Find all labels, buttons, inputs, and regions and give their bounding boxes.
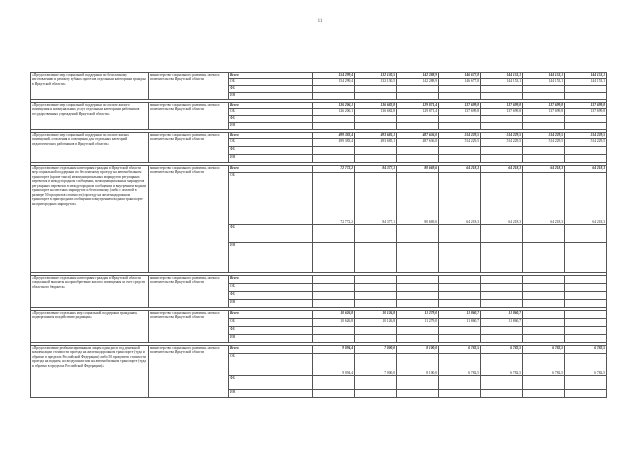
- amount-cell: 142 288,9: [397, 79, 439, 86]
- amount-cell: 80 669,6: [397, 173, 439, 225]
- amount-cell: [523, 319, 565, 327]
- amount-cell: 136 682,8: [355, 109, 397, 116]
- amount-cell: [523, 147, 565, 155]
- amount-cell: [439, 86, 481, 93]
- table-row: [31, 311, 607, 319]
- funding-source-label: Всего: [229, 311, 313, 319]
- amount-cell: [397, 243, 439, 273]
- funding-source-label: ОБ: [229, 354, 313, 376]
- amount-cell: 137 699,8: [481, 109, 523, 116]
- amount-cell: 132 130,5: [355, 73, 397, 79]
- amount-cell: 137 699,8: [481, 103, 523, 109]
- amount-cell: [481, 147, 523, 155]
- amount-cell: [439, 243, 481, 273]
- amount-cell: [397, 327, 439, 335]
- amount-cell: 9 094,4: [313, 354, 355, 376]
- amount-cell: 11 860,7: [439, 311, 481, 319]
- amount-cell: [313, 147, 355, 155]
- amount-cell: [355, 225, 397, 243]
- funding-source-label: Всего: [229, 133, 313, 139]
- funding-source-label: ОБ: [229, 109, 313, 116]
- table-row: [31, 166, 607, 173]
- amount-cell: [523, 284, 565, 292]
- amount-cell: [481, 123, 523, 130]
- amount-cell: [313, 276, 355, 284]
- amount-cell: 137 699,8: [523, 103, 565, 109]
- amount-cell: 64 218,3: [481, 173, 523, 225]
- amount-cell: [313, 292, 355, 300]
- amount-cell: 8 100,0: [397, 354, 439, 376]
- amount-cell: [355, 284, 397, 292]
- amount-cell: [481, 300, 523, 308]
- amount-cell: [565, 327, 607, 335]
- measure-description: «Предоставление отдельных мер социальной поддержки гражданам, подвергшимся воздействию радиации»: [31, 311, 149, 343]
- funding-source-label: ОБ: [229, 319, 313, 327]
- page-number: 11: [317, 19, 323, 24]
- amount-cell: [355, 335, 397, 343]
- amount-cell: [439, 147, 481, 155]
- amount-cell: 10 626,8: [313, 319, 355, 327]
- amount-cell: 144 153,1: [523, 73, 565, 79]
- funding-source-label: ИН: [229, 93, 313, 100]
- amount-cell: [523, 155, 565, 163]
- funding-source-label: ФБ: [229, 86, 313, 93]
- amount-cell: 137 699,8: [523, 109, 565, 116]
- amount-cell: [439, 225, 481, 243]
- measure-description: «Предоставление реабилитированным лицам один раз в год денежной компенсации стоимости проезда на железнодорожном транспорте (туда и обратно в пределах Российской Федерации) либо 50 процентов стоимости проезда на водном, на воздушном или на автомобильном транспорте (туда и обратно в пределах Российской Федерации)»: [31, 346, 149, 398]
- amount-cell: 132 130,5: [355, 79, 397, 86]
- amount-cell: 514 229,5: [439, 139, 481, 147]
- amount-cell: 142 288,9: [397, 73, 439, 79]
- amount-cell: [355, 276, 397, 284]
- amount-cell: 11 279,0: [397, 311, 439, 319]
- amount-cell: [355, 376, 397, 390]
- amount-cell: [313, 86, 355, 93]
- amount-cell: 6 782,5: [481, 354, 523, 376]
- amount-cell: 514 229,5: [481, 139, 523, 147]
- amount-cell: 64 218,3: [523, 173, 565, 225]
- funding-source-label: Всего: [229, 166, 313, 173]
- amount-cell: [397, 93, 439, 100]
- funding-source-label: Всего: [229, 73, 313, 79]
- amount-cell: [355, 300, 397, 308]
- amount-cell: [565, 276, 607, 284]
- amount-cell: [523, 390, 565, 398]
- amount-cell: 6 782,5: [565, 354, 607, 376]
- amount-cell: 126 206,1: [313, 109, 355, 116]
- amount-cell: 6 782,5: [481, 346, 523, 354]
- amount-cell: [439, 335, 481, 343]
- executor-cell: министерство социального развития, опеки и попечительства Иркутской области: [149, 166, 229, 273]
- amount-cell: [397, 147, 439, 155]
- amount-cell: [481, 276, 523, 284]
- funding-source-label: ФБ: [229, 327, 313, 335]
- amount-cell: 10 126,8: [355, 311, 397, 319]
- amount-cell: 6 782,5: [523, 346, 565, 354]
- funding-source-label: ИН: [229, 243, 313, 273]
- amount-cell: [523, 300, 565, 308]
- amount-cell: [355, 390, 397, 398]
- amount-cell: 72 772,2: [313, 173, 355, 225]
- amount-cell: 11 860,7: [481, 319, 523, 327]
- amount-cell: [397, 300, 439, 308]
- amount-cell: [481, 376, 523, 390]
- amount-cell: [565, 311, 607, 319]
- amount-cell: [481, 284, 523, 292]
- amount-cell: [397, 155, 439, 163]
- measure-description: «Предоставление мер социальной поддержки по оплате жилого помещения и коммунальных услуг отдельным категориям работников государственных учреждений Иркутской области»: [31, 103, 149, 130]
- table-row: [31, 276, 607, 284]
- funding-source-label: ОБ: [229, 284, 313, 292]
- amount-cell: 64 218,3: [439, 166, 481, 173]
- funding-source-label: Всего: [229, 276, 313, 284]
- funding-source-label: ФБ: [229, 147, 313, 155]
- amount-cell: 84 377,1: [355, 166, 397, 173]
- amount-cell: [439, 276, 481, 284]
- amount-cell: [355, 123, 397, 130]
- amount-cell: 137 699,8: [565, 109, 607, 116]
- amount-cell: [313, 225, 355, 243]
- amount-cell: [397, 335, 439, 343]
- funding-source-label: ИН: [229, 335, 313, 343]
- funding-source-label: ОБ: [229, 139, 313, 147]
- amount-cell: [565, 390, 607, 398]
- funding-source-label: ФБ: [229, 376, 313, 390]
- amount-cell: [565, 292, 607, 300]
- amount-cell: 10 626,8: [313, 311, 355, 319]
- amount-cell: 154 299,4: [313, 73, 355, 79]
- amount-cell: [355, 147, 397, 155]
- amount-cell: [397, 292, 439, 300]
- amount-cell: 514 229,5: [565, 139, 607, 147]
- amount-cell: [439, 123, 481, 130]
- amount-cell: [313, 335, 355, 343]
- funding-source-label: ФБ: [229, 225, 313, 243]
- funding-source-label: ИН: [229, 155, 313, 163]
- amount-cell: [523, 311, 565, 319]
- amount-cell: [313, 300, 355, 308]
- amount-cell: [481, 225, 523, 243]
- executor-cell: министерство социального развития, опеки и попечительства Иркутской области: [149, 311, 229, 343]
- amount-cell: [397, 86, 439, 93]
- amount-cell: [565, 147, 607, 155]
- amount-cell: 11 860,7: [481, 311, 523, 319]
- amount-cell: [565, 376, 607, 390]
- amount-cell: [355, 292, 397, 300]
- amount-cell: 8 100,0: [397, 346, 439, 354]
- amount-cell: 146 677,8: [439, 79, 481, 86]
- amount-cell: 11 279,0: [397, 319, 439, 327]
- amount-cell: [523, 123, 565, 130]
- amount-cell: 487 636,0: [397, 133, 439, 139]
- amount-cell: [565, 300, 607, 308]
- amount-cell: 129 871,4: [397, 103, 439, 109]
- amount-cell: [523, 93, 565, 100]
- measure-description: «Предоставление мер социальной поддержки по бесплатному изготовлению и ремонту зубных протезов отдельным категориям граждан в Иркутской области»: [31, 73, 149, 100]
- amount-cell: [397, 376, 439, 390]
- amount-cell: [313, 155, 355, 163]
- budget-table: [30, 72, 607, 398]
- amount-cell: [565, 319, 607, 327]
- funding-source-label: Всего: [229, 346, 313, 354]
- amount-cell: 6 782,5: [439, 346, 481, 354]
- measure-description: «Предоставление мер социальной поддержки по оплате жилых помещений, отопления и освещения для отдельных категорий педагогических работников в Иркутской области»: [31, 133, 149, 163]
- amount-cell: [439, 155, 481, 163]
- amount-cell: [439, 116, 481, 123]
- amount-cell: 6 782,5: [565, 346, 607, 354]
- funding-source-label: ИН: [229, 300, 313, 308]
- amount-cell: [439, 284, 481, 292]
- amount-cell: [439, 327, 481, 335]
- funding-source-label: ОБ: [229, 173, 313, 225]
- amount-cell: [313, 327, 355, 335]
- amount-cell: 72 772,2: [313, 166, 355, 173]
- table-row: [31, 346, 607, 354]
- amount-cell: 64 218,3: [565, 173, 607, 225]
- amount-cell: [313, 284, 355, 292]
- amount-cell: [481, 86, 523, 93]
- amount-cell: 6 782,5: [439, 354, 481, 376]
- amount-cell: [481, 390, 523, 398]
- amount-cell: 487 636,0: [397, 139, 439, 147]
- amount-cell: 64 218,3: [439, 173, 481, 225]
- funding-source-label: ОБ: [229, 79, 313, 86]
- amount-cell: [397, 284, 439, 292]
- amount-cell: [481, 116, 523, 123]
- amount-cell: 144 153,1: [481, 73, 523, 79]
- amount-cell: [481, 93, 523, 100]
- amount-cell: [439, 93, 481, 100]
- amount-cell: [481, 243, 523, 273]
- amount-cell: [481, 335, 523, 343]
- amount-cell: [565, 335, 607, 343]
- amount-cell: [397, 116, 439, 123]
- amount-cell: 137 699,8: [439, 103, 481, 109]
- amount-cell: [397, 123, 439, 130]
- amount-cell: [439, 300, 481, 308]
- amount-cell: [397, 276, 439, 284]
- amount-cell: [565, 116, 607, 123]
- amount-cell: 11 860,7: [439, 319, 481, 327]
- amount-cell: 493 685,1: [355, 133, 397, 139]
- amount-cell: 80 669,6: [397, 166, 439, 173]
- amount-cell: [565, 123, 607, 130]
- amount-cell: [439, 390, 481, 398]
- amount-cell: [523, 225, 565, 243]
- funding-source-label: ФБ: [229, 292, 313, 300]
- amount-cell: [565, 86, 607, 93]
- amount-cell: [313, 243, 355, 273]
- amount-cell: [523, 292, 565, 300]
- executor-cell: министерство социального развития, опеки и попечительства Иркутской области: [149, 103, 229, 130]
- executor-cell: министерство социального развития, опеки и попечительства Иркутской области: [149, 346, 229, 398]
- amount-cell: [523, 243, 565, 273]
- amount-cell: 7 000,0: [355, 346, 397, 354]
- amount-cell: 10 126,8: [355, 319, 397, 327]
- amount-cell: [397, 390, 439, 398]
- amount-cell: 9 094,4: [313, 346, 355, 354]
- amount-cell: [397, 225, 439, 243]
- amount-cell: [355, 116, 397, 123]
- amount-cell: 144 153,1: [565, 79, 607, 86]
- amount-cell: [313, 116, 355, 123]
- amount-cell: [565, 155, 607, 163]
- amount-cell: 144 153,1: [523, 79, 565, 86]
- funding-source-label: Всего: [229, 103, 313, 109]
- amount-cell: [439, 376, 481, 390]
- amount-cell: [355, 93, 397, 100]
- amount-cell: 493 685,1: [355, 139, 397, 147]
- measure-description: «Предоставление отдельным категориям граждан в Иркутской области мер социальной поддержки по бесплатному проезду на автомобильном транспорте (кроме такси) межмуниципальных маршрутов регулярных перевозок в междугородном сообщении, межмуниципальных маршрутов регулярных перевозок в междугородном сообщении и внутреннем водном транспорте на местных маршрутах и бесплатному (либо с оплатой в размере 50 процентов стоимости) проезду на железнодорожном транспорте в пригородном сообщении и внутреннем водном транспорте на пригородных маршрутах»: [31, 166, 149, 273]
- amount-cell: 137 699,8: [439, 109, 481, 116]
- amount-cell: [355, 327, 397, 335]
- amount-cell: [355, 86, 397, 93]
- amount-cell: [565, 284, 607, 292]
- amount-cell: 7 000,0: [355, 354, 397, 376]
- amount-cell: 84 377,1: [355, 173, 397, 225]
- amount-cell: 64 218,3: [565, 166, 607, 173]
- amount-cell: 514 229,5: [439, 133, 481, 139]
- amount-cell: [523, 86, 565, 93]
- amount-cell: [565, 93, 607, 100]
- amount-cell: 146 677,8: [439, 73, 481, 79]
- funding-source-label: ИН: [229, 390, 313, 398]
- amount-cell: [481, 327, 523, 335]
- amount-cell: 129 871,4: [397, 109, 439, 116]
- amount-cell: [523, 276, 565, 284]
- amount-cell: 499 383,4: [313, 133, 355, 139]
- executor-cell: министерство социального развития, опеки и попечительства Иркутской области: [149, 73, 229, 100]
- amount-cell: [355, 243, 397, 273]
- amount-cell: 154 299,4: [313, 79, 355, 86]
- amount-cell: 514 229,5: [565, 133, 607, 139]
- funding-source-label: ФБ: [229, 116, 313, 123]
- amount-cell: [313, 390, 355, 398]
- amount-cell: 137 699,8: [565, 103, 607, 109]
- amount-cell: 64 218,3: [523, 166, 565, 173]
- amount-cell: [355, 155, 397, 163]
- amount-cell: 144 153,1: [481, 79, 523, 86]
- amount-cell: 144 153,1: [565, 73, 607, 79]
- amount-cell: [565, 243, 607, 273]
- funding-source-label: ИН: [229, 123, 313, 130]
- amount-cell: 126 206,1: [313, 103, 355, 109]
- amount-cell: [313, 93, 355, 100]
- amount-cell: 514 229,5: [523, 139, 565, 147]
- amount-cell: [523, 327, 565, 335]
- executor-cell: министерство социального развития, опеки и попечительства Иркутской области: [149, 133, 229, 163]
- amount-cell: [439, 292, 481, 300]
- amount-cell: [481, 155, 523, 163]
- amount-cell: [523, 376, 565, 390]
- amount-cell: [481, 292, 523, 300]
- amount-cell: 136 682,8: [355, 103, 397, 109]
- amount-cell: [523, 116, 565, 123]
- amount-cell: [313, 376, 355, 390]
- amount-cell: 6 782,5: [523, 354, 565, 376]
- amount-cell: 514 229,5: [481, 133, 523, 139]
- amount-cell: 514 229,5: [523, 133, 565, 139]
- amount-cell: [565, 225, 607, 243]
- amount-cell: 64 218,3: [481, 166, 523, 173]
- amount-cell: [523, 335, 565, 343]
- executor-cell: министерство социального развития, опеки и попечительства Иркутской области: [149, 276, 229, 308]
- amount-cell: [313, 123, 355, 130]
- measure-description: «Предоставление отдельным категориям граждан в Иркутской области социальной выплаты на приобретение жилого помещения за счет средств областного бюджета»: [31, 276, 149, 308]
- amount-cell: 499 383,4: [313, 139, 355, 147]
